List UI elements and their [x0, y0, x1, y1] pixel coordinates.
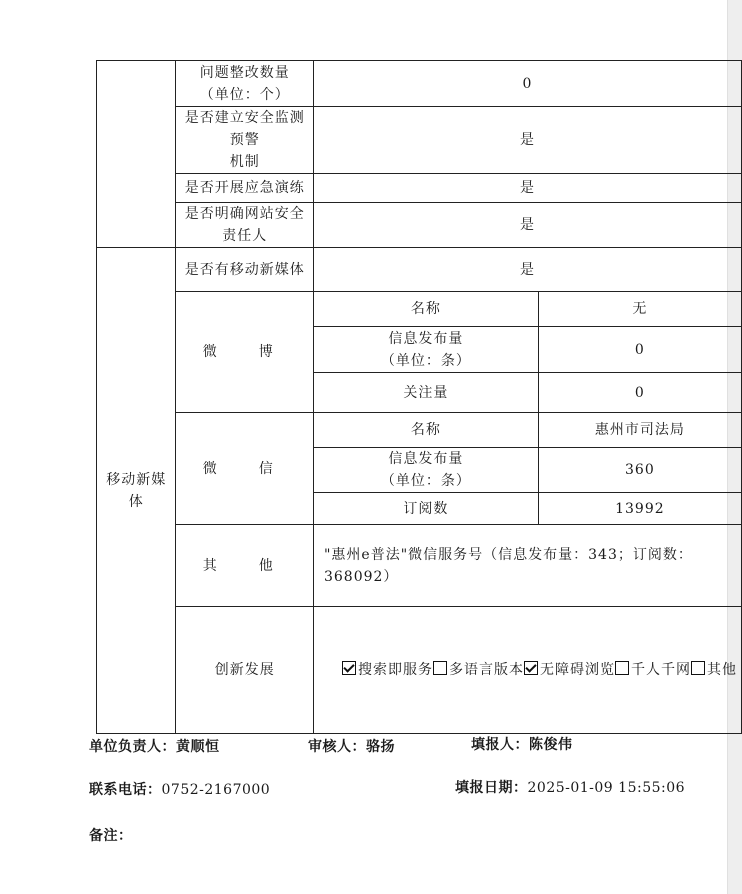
- issue-fix-label: 问题整改数量 （单位：个）: [199, 64, 290, 103]
- weixin-name-label: 名称: [410, 422, 441, 438]
- table-row: [97, 413, 742, 448]
- monitoring-value: 是: [519, 132, 535, 148]
- sub-value: [538, 448, 741, 493]
- checkbox-icon[interactable]: [524, 661, 538, 675]
- table-row: [97, 607, 742, 734]
- unit-head-value: 黄顺恒: [176, 739, 220, 755]
- table-row: [97, 107, 742, 174]
- sub-label: [313, 413, 538, 448]
- sub-label: [313, 292, 538, 327]
- has-mobile-label: 是否有移动新媒体: [184, 261, 305, 278]
- weibo-name-value: 无: [632, 301, 648, 317]
- mobile-section-label: 移动新媒体: [106, 471, 167, 510]
- weibo-follow-label: 关注量: [403, 384, 449, 401]
- row-value: [313, 203, 741, 248]
- weibo-count-value: 0: [634, 341, 645, 358]
- row-value: [313, 61, 741, 107]
- reviewer-label: 审核人：: [308, 739, 366, 755]
- weixin-count-label: 信息发布量 （单位：条）: [380, 451, 471, 489]
- responsible-value: 是: [519, 217, 535, 233]
- reviewer: [308, 736, 395, 756]
- sub-value: [538, 373, 741, 413]
- table-row: [97, 203, 742, 248]
- weixin-sub-value: 13992: [615, 500, 665, 517]
- option-label: 搜索即服务: [357, 662, 433, 678]
- checkbox-icon[interactable]: [615, 661, 629, 675]
- table-row: [97, 525, 742, 607]
- fill-date: [455, 777, 685, 797]
- innovation-label: 创新发展: [214, 662, 275, 678]
- option-label: 其他: [706, 662, 737, 678]
- note: [89, 825, 133, 845]
- checkbox-icon[interactable]: [691, 661, 705, 675]
- weixin-label: 微 信: [202, 460, 287, 477]
- reviewer-value: 骆扬: [366, 739, 395, 755]
- row-label: [176, 174, 314, 203]
- row-value: [313, 525, 741, 607]
- other-label: 其 他: [202, 557, 287, 574]
- option-label: 多语言版本: [448, 662, 524, 678]
- note-label: 备注：: [89, 828, 133, 844]
- responsible-label: 是否明确网站安全责任人: [184, 206, 305, 244]
- option-accessibility[interactable]: [524, 659, 615, 681]
- option-personalized[interactable]: [615, 659, 691, 681]
- weixin-name-value: 惠州市司法局: [594, 422, 685, 438]
- row-label: [176, 61, 314, 107]
- option-multilingual[interactable]: [433, 659, 524, 681]
- table-row: [97, 61, 742, 107]
- phone-label: 联系电话：: [89, 782, 162, 798]
- row-value: [313, 248, 741, 292]
- monitoring-label: 是否建立安全监测预警 机制: [184, 110, 305, 170]
- phone-value: 0752-2167000: [161, 782, 271, 798]
- weibo-cell: [176, 292, 314, 413]
- sub-value: [538, 292, 741, 327]
- checkbox-icon[interactable]: [433, 661, 447, 675]
- issue-fix-value: 0: [522, 75, 533, 92]
- row-value: [313, 107, 741, 174]
- row-value: [313, 174, 741, 203]
- innovation-options: [313, 607, 741, 734]
- option-other[interactable]: [691, 659, 737, 681]
- weibo-label: 微 博: [202, 344, 287, 360]
- weibo-follow-value: 0: [634, 384, 645, 401]
- innovation-section-cell: [176, 607, 314, 734]
- sub-value: [538, 493, 741, 525]
- date-value: 2025-01-09 15:55:06: [527, 780, 686, 796]
- weixin-cell: [176, 413, 314, 525]
- sub-label: [313, 327, 538, 373]
- table-row: [97, 292, 742, 327]
- filler: [471, 734, 573, 754]
- table-row: [97, 174, 742, 203]
- table-row: [97, 248, 742, 292]
- other-value: "惠州e普法"微信服务号（信息发布量：343；订阅数：368092）: [323, 546, 693, 585]
- row-label: [176, 203, 314, 248]
- filler-label: 填报人：: [471, 737, 529, 753]
- mobile-section-cell: [97, 248, 176, 734]
- checkbox-icon[interactable]: [342, 661, 356, 675]
- filler-value: 陈俊伟: [529, 737, 573, 753]
- other-cell: [176, 525, 314, 607]
- report-table: [96, 60, 742, 734]
- unit-head: [89, 736, 220, 756]
- date-label: 填报日期：: [455, 780, 528, 796]
- option-label: 无障碍浏览: [539, 662, 615, 678]
- weixin-count-value: 360: [625, 462, 655, 478]
- has-mobile-value: 是: [519, 261, 535, 278]
- sub-label: [313, 493, 538, 525]
- sub-label: [313, 448, 538, 493]
- sub-value: [538, 327, 741, 373]
- row-label: [176, 248, 314, 292]
- option-search-service[interactable]: [342, 659, 433, 681]
- drill-value: 是: [519, 180, 535, 196]
- weibo-name-label: 名称: [410, 301, 441, 317]
- weibo-count-label: 信息发布量 （单位：条）: [380, 330, 471, 369]
- row-label: [176, 107, 314, 174]
- sub-value: [538, 413, 741, 448]
- weixin-sub-label: 订阅数: [403, 500, 449, 517]
- drill-label: 是否开展应急演练: [184, 180, 305, 196]
- sub-label: [313, 373, 538, 413]
- unit-head-label: 单位负责人：: [89, 739, 176, 755]
- option-label: 千人千网: [630, 662, 691, 678]
- blank-section-cell: [97, 61, 176, 248]
- phone: [89, 779, 270, 799]
